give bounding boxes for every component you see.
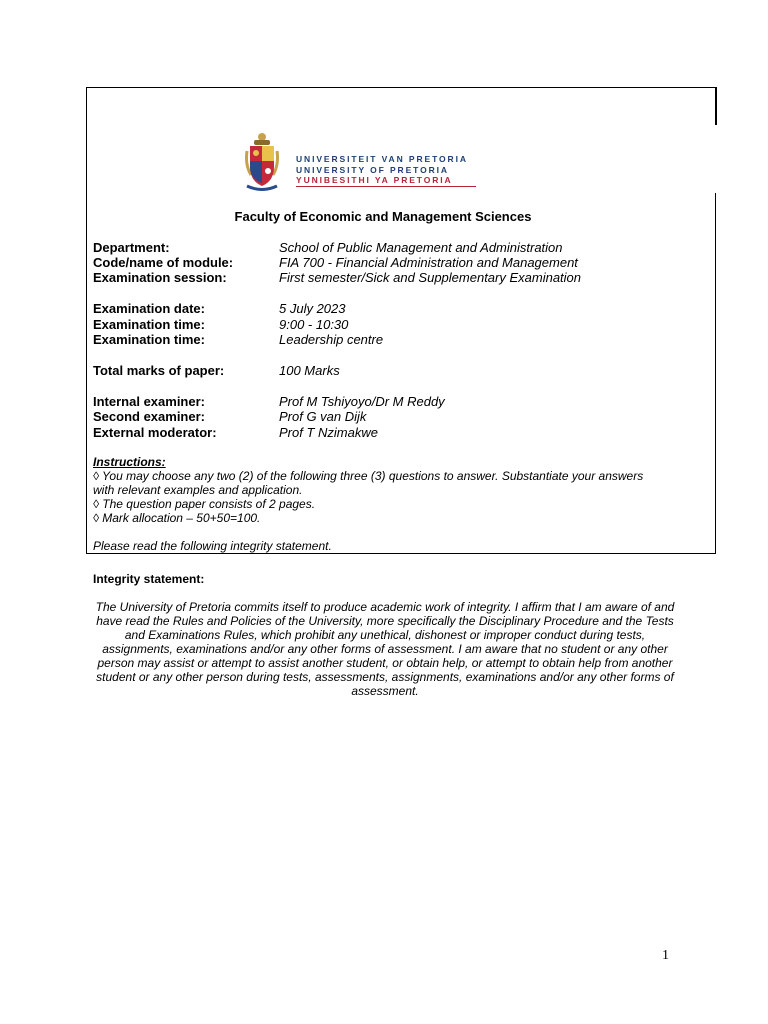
detail-row-second-examiner xyxy=(93,409,366,424)
detail-label: External moderator: xyxy=(93,425,217,440)
detail-value: Prof T Nzimakwe xyxy=(279,425,378,440)
detail-value: 9:00 - 10:30 xyxy=(279,317,349,332)
detail-label: Second examiner: xyxy=(93,409,205,424)
logo-line-sepedi: YUNIBESITHI YA PRETORIA xyxy=(296,175,453,185)
detail-row-total-marks xyxy=(93,363,340,378)
logo-underline xyxy=(296,186,476,187)
instructions-heading: Instructions: xyxy=(93,455,166,469)
detail-row-session xyxy=(93,270,581,285)
detail-value: 100 Marks xyxy=(279,363,340,378)
detail-row-department xyxy=(93,240,563,255)
detail-label: Examination session: xyxy=(93,270,227,285)
frame-edge xyxy=(716,87,717,125)
faculty-title: Faculty of Economic and Management Sciences xyxy=(234,209,532,224)
logo-line-english: UNIVERSITY OF PRETORIA xyxy=(296,164,449,175)
detail-label: Examination date: xyxy=(93,301,205,316)
detail-row-exam-venue xyxy=(93,332,383,347)
integrity-body: The University of Pretoria commits itself to produce academic work of integrity. I affirm that I am aware of and have read the Rules and Policies of the University, more specifically the Disciplinary Procedure and the Tests and Examinations Rules, which prohibit any unethical, dishonest or improper conduct during tests, assignments, examinations and/or any other forms of assessment. I am aware that no student or any other person may assist or attempt to assist another student, or obtain help, or attempt to obtain help from another student or any other person during tests, assessments, assignments, examinations and/or any other forms of assessment. xyxy=(95,600,675,698)
detail-value: FIA 700 - Financial Administration and Management xyxy=(279,255,578,270)
detail-label: Total marks of paper: xyxy=(93,363,225,378)
detail-row-exam-time xyxy=(93,317,348,332)
detail-label: Code/name of module: xyxy=(93,255,234,270)
logo-line-afrikaans: UNIVERSITEIT VAN PRETORIA xyxy=(296,154,468,164)
detail-value: Prof G van Dijk xyxy=(279,409,367,424)
detail-row-exam-date xyxy=(93,301,346,316)
detail-label: Examination time: xyxy=(93,332,205,347)
integrity-note: Please read the following integrity statement. xyxy=(93,539,332,553)
detail-value: School of Public Management and Administration xyxy=(279,240,563,255)
detail-row-external-moderator xyxy=(93,425,378,440)
detail-value: Prof M Tshiyoyo/Dr M Reddy xyxy=(279,394,445,409)
page-number: 1 xyxy=(662,948,669,963)
integrity-heading: Integrity statement: xyxy=(93,572,205,586)
instruction-item: ◊ Mark allocation – 50+50=100. xyxy=(93,511,261,525)
detail-label: Department: xyxy=(93,240,170,255)
instructions-block xyxy=(93,455,653,525)
instruction-item: ◊ The question paper consists of 2 pages. xyxy=(93,497,316,511)
university-name-wordmark xyxy=(296,154,468,186)
detail-label: Internal examiner: xyxy=(93,394,205,409)
frame-gap xyxy=(710,125,722,193)
detail-value: First semester/Sick and Supplementary Examination xyxy=(279,270,582,285)
detail-row-module xyxy=(93,255,578,270)
detail-row-internal-examiner xyxy=(93,394,445,409)
detail-label: Examination time: xyxy=(93,317,205,332)
detail-value: Leadership centre xyxy=(279,332,384,347)
instruction-item: ◊ You may choose any two (2) of the following three (3) questions to answer. Substantiate your answers with relevant examples and application. xyxy=(93,469,644,497)
detail-value: 5 July 2023 xyxy=(279,301,346,316)
